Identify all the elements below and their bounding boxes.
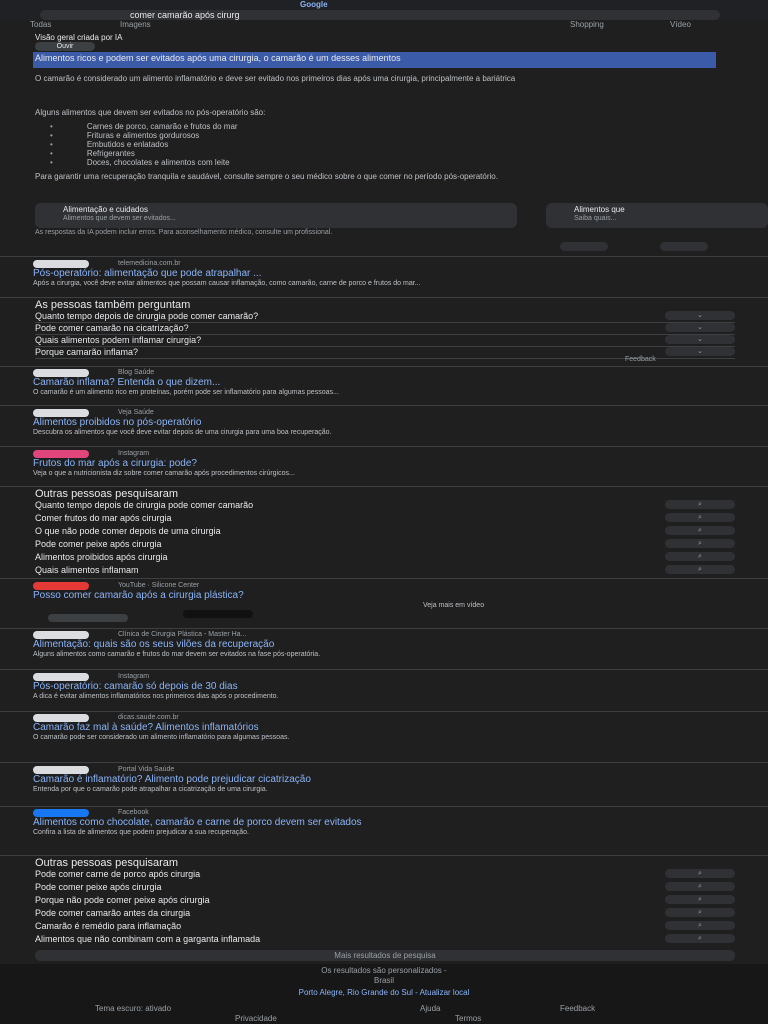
site-favicon-icon	[33, 631, 89, 639]
related-search[interactable]	[35, 895, 735, 907]
result-snippet: Veja o que a nutricionista diz sobre comer camarão após procedimentos cirúrgicos...	[33, 470, 295, 477]
question-text: Pode comer camarão na cicatrização?	[35, 323, 189, 333]
result-source: Instagram	[118, 673, 150, 680]
search-result[interactable]	[33, 369, 733, 405]
result-snippet: Descubra os alimentos que você deve evitar depois de uma cirurgia para uma boa recuperação.	[33, 429, 332, 436]
instagram-icon	[33, 450, 89, 458]
related-search[interactable]	[35, 882, 735, 894]
personalization-notice[interactable]: Os resultados são personalizados -	[321, 966, 447, 975]
related-search-text: Camarão é remédio para inflamação	[35, 921, 182, 931]
divider	[0, 669, 768, 670]
related-search[interactable]	[35, 500, 735, 512]
ai-bullet-list	[50, 122, 670, 167]
search-icon[interactable]: ⌕	[665, 552, 735, 561]
divider	[0, 806, 768, 807]
result-source: YouTube · Silicone Center	[118, 582, 200, 589]
result-source: Portal Vida Saúde	[118, 766, 175, 773]
related-search-text: Pode comer carne de porco após cirurgia	[35, 869, 201, 879]
ai-disclaimer: As respostas da IA podem incluir erros. Para aconselhamento médico, consulte um profissional.	[35, 229, 333, 236]
result-source: Clínica de Cirurgia Plástica - Master Ha...	[118, 631, 247, 638]
ai-source-card[interactable]	[35, 203, 517, 228]
more-results-button[interactable]: Mais resultados de pesquisa	[35, 950, 735, 961]
result-source: Veja Saúde	[118, 409, 154, 416]
listen-button[interactable]: Ouvir	[35, 42, 95, 51]
card-subtitle: Saiba quais...	[574, 215, 617, 222]
feedback-link[interactable]: Feedback	[560, 1004, 596, 1013]
related-search-text: Comer frutos do mar após cirurgia	[35, 513, 172, 523]
divider	[0, 578, 768, 579]
video-side-text: Veja mais em vídeo	[423, 602, 485, 609]
related-search[interactable]	[35, 552, 735, 564]
site-favicon-icon	[33, 673, 89, 681]
site-favicon-icon	[33, 409, 89, 417]
feedback-link[interactable]: Feedback	[625, 356, 656, 363]
ai-paragraph-3: Para garantir uma recuperação tranquila e saudável, consulte sempre o seu médico sobre o que comer no período pós-operatório.	[35, 172, 498, 181]
site-favicon-icon	[33, 369, 89, 377]
divider	[0, 297, 768, 298]
search-result[interactable]	[33, 260, 733, 296]
ai-source-card[interactable]	[546, 203, 768, 228]
divider	[0, 711, 768, 712]
result-snippet: Alguns alimentos como camarão e frutos do mar devem ser evitados na fase pós-operatória.	[33, 651, 321, 658]
paa-question[interactable]	[35, 335, 735, 347]
search-result[interactable]	[33, 714, 733, 760]
search-icon[interactable]: ⌕	[665, 513, 735, 522]
divider	[0, 855, 768, 856]
related-search[interactable]	[35, 908, 735, 920]
site-favicon-icon	[33, 766, 89, 774]
privacy-link[interactable]: Privacidade	[235, 1014, 277, 1023]
site-favicon-icon	[33, 714, 89, 722]
search-icon[interactable]: ⌕	[665, 921, 735, 930]
related-search[interactable]	[35, 921, 735, 933]
ai-overview-badge: Visão geral criada por IA	[35, 33, 123, 42]
paa-question[interactable]	[35, 311, 735, 323]
thumbs-down-icon[interactable]	[660, 242, 708, 251]
related-search-text: Alimentos que não combinam com a garganta inflamada	[35, 934, 261, 944]
ai-highlight: Alimentos ricos e podem ser evitados após uma cirurgia, o camarão é um desses alimentos	[33, 52, 716, 68]
related-search[interactable]	[35, 934, 735, 946]
related-search[interactable]	[35, 513, 735, 525]
result-snippet: Entenda por que o camarão pode atrapalhar a cicatrização de uma cirurgia.	[33, 786, 268, 793]
result-snippet: O camarão é um alimento rico em proteínas, porém pode ser inflamatório para algumas pessoas...	[33, 389, 339, 396]
result-source: dicas.saude.com.br	[118, 714, 179, 721]
result-title-link[interactable]: Alimentos como chocolate, camarão e carne de porco devem ser evitados	[33, 817, 362, 828]
location-link[interactable]: Porto Alegre, Rio Grande do Sul - Atualizar local	[298, 988, 470, 997]
related-search-text: Pode comer peixe após cirurgia	[35, 882, 162, 892]
search-result[interactable]	[33, 809, 733, 853]
search-icon[interactable]: ⌕	[665, 500, 735, 509]
divider	[0, 366, 768, 367]
search-icon[interactable]: ⌕	[665, 882, 735, 891]
search-icon[interactable]: ⌕	[665, 565, 735, 574]
result-snippet: O camarão pode ser considerado um alimento inflamatório para algumas pessoas.	[33, 734, 290, 741]
people-also-ask-title: As pessoas também perguntam	[35, 299, 191, 311]
related-search-text: Alimentos proibidos após cirurgia	[35, 552, 168, 562]
help-link[interactable]: Ajuda	[420, 1004, 441, 1013]
result-title-link[interactable]: Pós-operatório: camarão só depois de 30 dias	[33, 681, 238, 692]
list-item: • Doces, chocolates e alimentos com leite	[50, 158, 670, 167]
play-icon[interactable]	[183, 610, 253, 618]
related-searches-title: Outras pessoas pesquisaram	[35, 488, 179, 500]
related-search[interactable]	[35, 526, 735, 538]
ai-overview-header	[35, 33, 735, 45]
search-tabs	[30, 20, 750, 32]
result-snippet: A dica é evitar alimentos inflamatórios nos primeiros dias após o procedimento.	[33, 693, 279, 700]
footer-links	[0, 1004, 768, 1023]
card-title: Alimentos que	[574, 205, 625, 214]
search-icon[interactable]: ⌕	[665, 895, 735, 904]
list-item: • Carnes de porco, camarão e frutos do mar	[50, 122, 670, 131]
chevron-down-icon[interactable]: ⌄	[665, 311, 735, 320]
search-icon[interactable]: ⌕	[665, 539, 735, 548]
list-item: • Frituras e alimentos gordurosos	[50, 131, 670, 140]
tab-images[interactable]: Imagens	[120, 20, 151, 29]
divider	[0, 486, 768, 487]
search-icon[interactable]: ⌕	[665, 934, 735, 943]
related-search-text: Quanto tempo depois de cirurgia pode comer camarão	[35, 500, 254, 510]
search-result[interactable]	[33, 631, 733, 667]
terms-link[interactable]: Termos	[455, 1014, 482, 1023]
dark-theme-link[interactable]: Tema escuro: ativado	[95, 1004, 172, 1013]
related-search[interactable]	[35, 565, 735, 577]
related-search-text: O que não pode comer depois de uma cirurgia	[35, 526, 221, 536]
facebook-icon	[33, 809, 89, 817]
divider	[0, 762, 768, 763]
question-text: Quais alimentos podem inflamar cirurgia?	[35, 335, 202, 345]
result-source: Blog Saúde	[118, 369, 155, 376]
related-search[interactable]	[35, 869, 735, 881]
related-search-text: Pode comer peixe após cirurgia	[35, 539, 162, 549]
result-snippet: Confira a lista de alimentos que podem prejudicar a sua recuperação.	[33, 829, 249, 836]
list-item: • Embutidos e enlatados	[50, 140, 670, 149]
thumbs-up-icon[interactable]	[560, 242, 608, 251]
search-result[interactable]	[33, 450, 733, 486]
list-item: • Refrigerantes	[50, 149, 670, 158]
result-title-link[interactable]: Alimentos proibidos no pós-operatório	[33, 417, 202, 428]
search-result[interactable]	[33, 409, 733, 445]
result-title-link[interactable]: Pós-operatório: alimentação que pode atrapalhar ...	[33, 268, 262, 279]
related-search[interactable]	[35, 539, 735, 551]
question-text: Porque camarão inflama?	[35, 347, 139, 357]
search-input[interactable]: comer camarão após cirurg	[130, 10, 240, 20]
tab-shopping[interactable]: Shopping	[570, 20, 604, 29]
search-icon[interactable]: ⌕	[665, 908, 735, 917]
result-source: Facebook	[118, 809, 149, 816]
video-thumbnail[interactable]	[48, 614, 128, 622]
search-result[interactable]	[33, 766, 733, 804]
result-title-link[interactable]: Camarão faz mal à saúde? Alimentos inflamatórios	[33, 722, 259, 733]
card-subtitle: Alimentos que devem ser evitados...	[63, 215, 176, 222]
result-title-link[interactable]: Alimentação: quais são os seus vilões da recuperação	[33, 639, 275, 650]
result-snippet: Após a cirurgia, você deve evitar alimentos que possam causar inflamação, como camarão, carne de porco e frutos do mar...	[33, 280, 421, 287]
result-title-link[interactable]: Camarão é inflamatório? Alimento pode prejudicar cicatrização	[33, 774, 311, 785]
ai-paragraph-1: O camarão é considerado um alimento inflamatório e deve ser evitado nos primeiros dias após uma cirurgia, principalmente a bariátrica	[35, 74, 516, 83]
search-icon[interactable]: ⌕	[665, 526, 735, 535]
result-title-link[interactable]: Posso comer camarão após a cirurgia plástica?	[33, 590, 244, 601]
result-source: Instagram	[118, 450, 150, 457]
tab-all[interactable]: Todas	[30, 20, 52, 29]
related-search-text: Quais alimentos inflamam	[35, 565, 139, 575]
youtube-icon	[33, 582, 89, 590]
site-favicon-icon	[33, 260, 89, 268]
related-search-text: Porque não pode comer peixe após cirurgia	[35, 895, 210, 905]
related-search-text: Pode comer camarão antes da cirurgia	[35, 908, 191, 918]
question-text: Quanto tempo depois de cirurgia pode comer camarão?	[35, 311, 259, 321]
ai-paragraph-2: Alguns alimentos que devem ser evitados no pós-operatório são:	[35, 108, 266, 117]
divider	[0, 256, 768, 257]
card-title: Alimentação e cuidados	[63, 205, 148, 214]
divider	[0, 628, 768, 629]
search-icon[interactable]: ⌕	[665, 869, 735, 878]
divider	[0, 446, 768, 447]
video-result[interactable]	[33, 582, 733, 626]
result-title-link[interactable]: Camarão inflama? Entenda o que dizem...	[33, 377, 221, 388]
related-searches-title: Outras pessoas pesquisaram	[35, 857, 179, 869]
tab-video[interactable]: Vídeo	[670, 20, 691, 29]
chevron-down-icon[interactable]: ⌄	[665, 323, 735, 332]
search-result[interactable]	[33, 673, 733, 709]
chevron-down-icon[interactable]: ⌄	[665, 335, 735, 344]
chevron-down-icon[interactable]: ⌄	[665, 347, 735, 356]
google-logo[interactable]: Google	[300, 0, 328, 9]
divider	[0, 405, 768, 406]
result-source: telemedicina.com.br	[118, 260, 181, 267]
result-title-link[interactable]: Frutos do mar após a cirurgia: pode?	[33, 458, 197, 469]
country-label: Brasil	[373, 976, 394, 985]
paa-question[interactable]	[35, 323, 735, 335]
